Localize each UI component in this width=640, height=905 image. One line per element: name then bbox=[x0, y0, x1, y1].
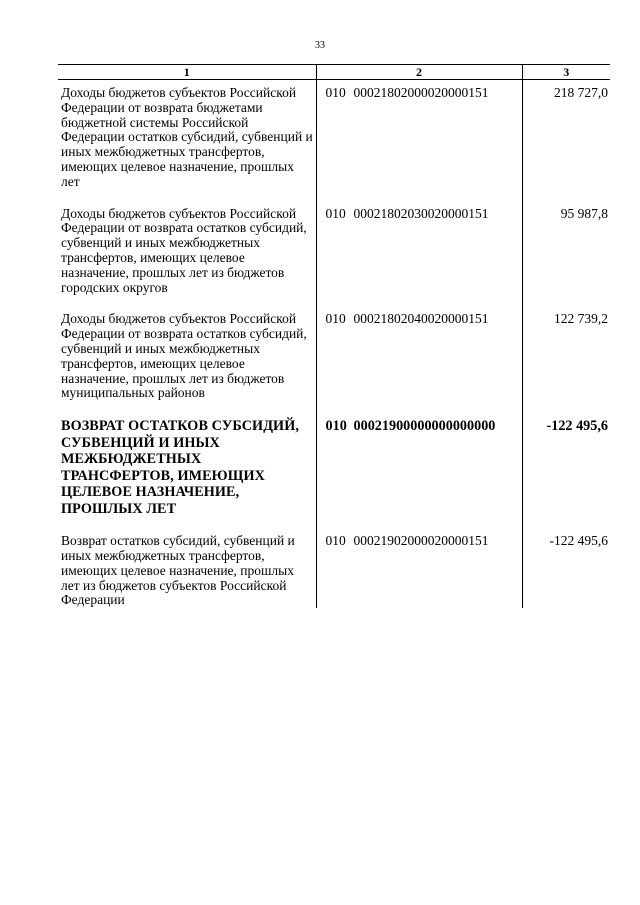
budget-revenue-table bbox=[58, 64, 610, 608]
budget-code: 00021902000020000151 bbox=[353, 533, 489, 549]
admin-code: 010 bbox=[325, 85, 346, 100]
row-amount: -122 495,6 bbox=[546, 418, 608, 435]
table-row bbox=[58, 207, 610, 313]
row-codes bbox=[316, 80, 522, 207]
row-amount: 122 739,2 bbox=[554, 311, 608, 327]
budget-code: 00021900000000000000 bbox=[353, 418, 496, 435]
column-header-2: 2 bbox=[316, 65, 522, 80]
row-name: Доходы бюджетов субъектов Российской Федерации от возврата бюджетами бюджетной системы Российской Федерации остатков субсидий, субвенций и иных межбюджетных трансфертов, имеющих целевое назначение, прошлых лет bbox=[58, 80, 316, 207]
budget-code: 00021802040020000151 bbox=[353, 311, 489, 327]
row-codes bbox=[316, 418, 522, 534]
row-name: ВОЗВРАТ ОСТАТКОВ СУБСИДИЙ, СУБВЕНЦИЙ И ИНЫХ МЕЖБЮДЖЕТНЫХ ТРАНСФЕРТОВ, ИМЕЮЩИХ ЦЕЛЕВОЕ НАЗНАЧЕНИЕ, ПРОШЛЫХ ЛЕТ bbox=[58, 418, 316, 534]
admin-code: 010 bbox=[325, 533, 346, 549]
row-amount: 218 727,0 bbox=[554, 85, 608, 100]
table-header-row bbox=[58, 65, 610, 80]
column-header-1: 1 bbox=[58, 65, 316, 80]
row-codes bbox=[316, 312, 522, 418]
table-row-total bbox=[58, 418, 610, 534]
row-amount: -122 495,6 bbox=[549, 533, 608, 549]
row-codes bbox=[316, 207, 522, 313]
row-name: Доходы бюджетов субъектов Российской Федерации от возврата остатков субсидий, субвенций и иных межбюджетных трансфертов, имеющих целевое назначение, прошлых лет из бюджетов муниципальных районов bbox=[58, 312, 316, 418]
table-row bbox=[58, 312, 610, 418]
admin-code: 010 bbox=[325, 205, 346, 221]
row-codes bbox=[316, 534, 522, 608]
row-name: Возврат остатков субсидий, субвенций и иных межбюджетных трансфертов, имеющих целевое назначение, прошлых лет из бюджетов субъектов Российской Федерации bbox=[58, 534, 316, 608]
row-amount: 95 987,8 bbox=[560, 205, 608, 221]
budget-code: 00021802000020000151 bbox=[353, 85, 489, 100]
table-row bbox=[58, 80, 610, 207]
column-header-3: 3 bbox=[522, 65, 610, 80]
table-row bbox=[58, 534, 610, 608]
admin-code: 010 bbox=[325, 311, 346, 327]
page-number: 33 bbox=[315, 40, 325, 51]
budget-code: 00021802030020000151 bbox=[353, 205, 489, 221]
admin-code: 010 bbox=[325, 418, 347, 435]
row-name: Доходы бюджетов субъектов Российской Федерации от возврата остатков субсидий, субвенций и иных межбюджетных трансфертов, имеющих целевое назначение, прошлых лет из бюджетов городских округов bbox=[58, 207, 316, 313]
